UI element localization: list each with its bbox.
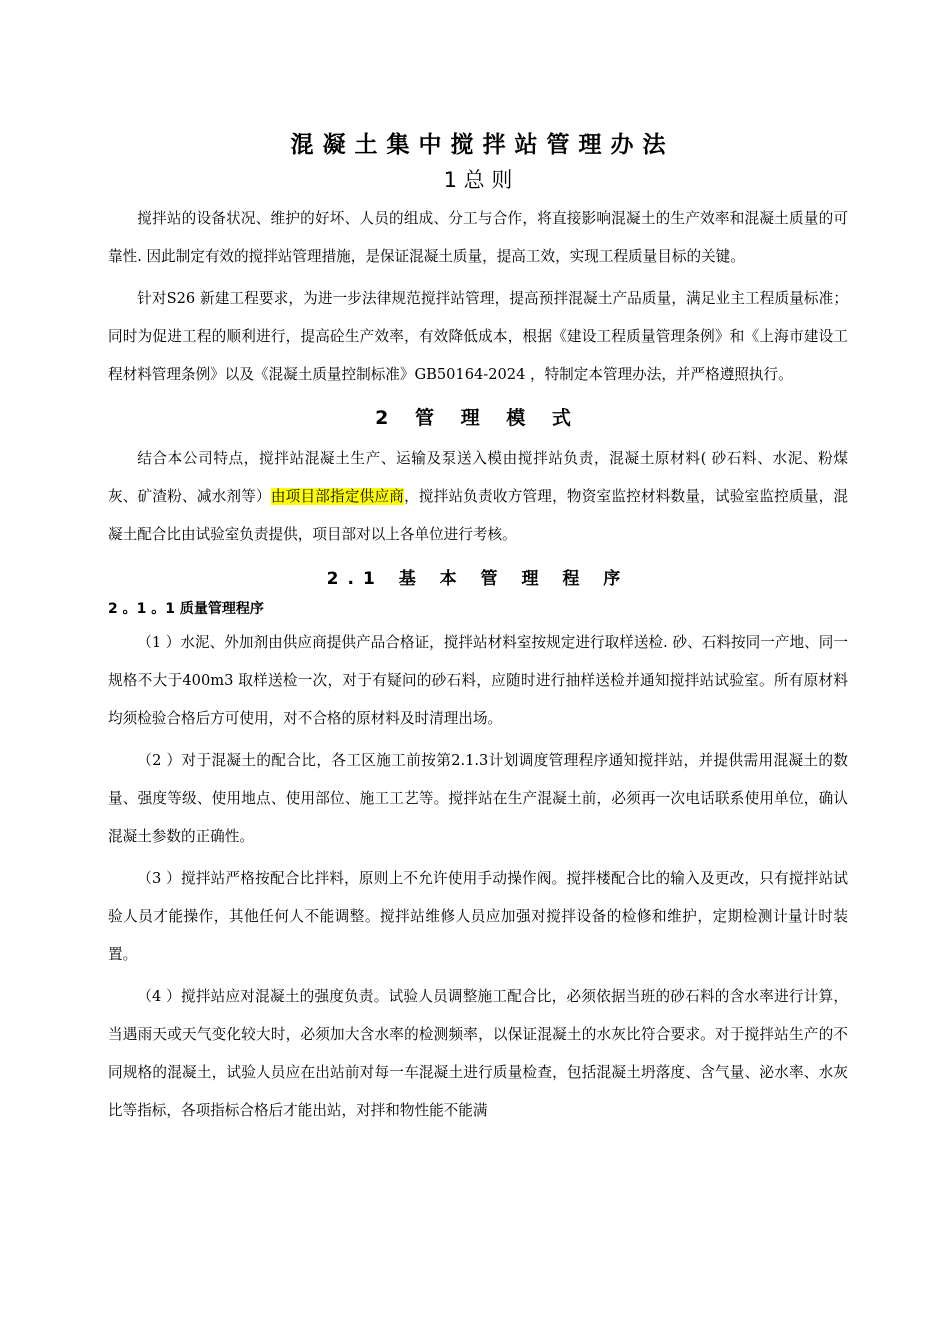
document-title: 混凝土集中搅拌站管理办法 bbox=[290, 132, 675, 158]
section-1-paragraph-2: 针对S26 新建工程要求，为进一步法律规范搅拌站管理，提高预拌混凝土产品质量，满足业主工程质量标准；同时为促进工程的顺利进行，提高砼生产效率，有效降低成本，根据《建设工程质量管理条例》和《上海市建设工程材料管理条例》以及《混凝土质量控制标准》GB50164-2024 ，特制定本管理办法，并严格遵照执行。 bbox=[108, 290, 848, 383]
list-item-3: （3 ）搅拌站严格按配合比拌料，原则上不允许使用手动操作阀。搅拌楼配合比的输入及更改，只有搅拌站试验人员才能操作，其他任何人不能调整。搅拌站维修人员应加强对搅拌设备的检修和维护，定期检测计量计时装置。 bbox=[108, 870, 848, 963]
section-2-text-before: 结合本公司特点，搅拌站混凝土生产、运输及泵送入模由搅拌站负责，混凝土原材料( 砂石料、水泥、粉煤灰、矿渣粉、减水剂等） bbox=[108, 450, 848, 505]
list-item-2: （2 ）对于混凝土的配合比，各工区施工前按第2.1.3计划调度管理程序通知搅拌站，并提供需用混凝土的数量、强度等级、使用地点、使用部位、施工工艺等。搅拌站在生产混凝土前，必须再一次电话联系使用单位，确认混凝土参数的正确性。 bbox=[108, 752, 848, 845]
document-page bbox=[108, 128, 848, 1134]
section-2-1-heading: 2.1 基 本 管 理 程 序 bbox=[326, 569, 630, 589]
section-2-1-1-heading: 2 。1 。1 质量管理程序 bbox=[108, 601, 264, 617]
section-2-text-after: ，搅拌站负责收方管理，物资室监控材料数量，试验室监控质量，混凝土配合比由试验室负责提供，项目部对以上各单位进行考核。 bbox=[108, 488, 848, 543]
section-1-heading: 1 总 则 bbox=[443, 168, 513, 192]
section-2-heading: 2 管 理 模 式 bbox=[375, 407, 581, 429]
section-1-paragraph-1: 搅拌站的设备状况、维护的好坏、人员的组成、分工与合作，将直接影响混凝土的生产效率和混凝土质量的可靠性. 因此制定有效的搅拌站管理措施，是保证混凝土质量，提高工效，实现工程质量目标的关键。 bbox=[108, 210, 848, 265]
highlighted-text: 由项目部指定供应商 bbox=[270, 488, 405, 505]
list-item-1: （1 ）水泥、外加剂由供应商提供产品合格证，搅拌站材料室按规定进行取样送检. 砂、石料按同一产地、同一规格不大于400m3 取样送检一次，对于有疑问的砂石料，应随时进行抽样送检并通知搅拌站试验室。所有原材料均须检验合格后方可使用，对不合格的原材料及时清理出场。 bbox=[108, 634, 848, 727]
section-2-paragraph bbox=[108, 440, 848, 554]
list-item-4: （4 ）搅拌站应对混凝土的强度负责。试验人员调整施工配合比，必须依据当班的砂石料的含水率进行计算，当遇雨天或天气变化较大时，必须加大含水率的检测频率，以保证混凝土的水灰比符合要求。对于搅拌站生产的不同规格的混凝土，试验人员应在出站前对每一车混凝土进行质量检查，包括混凝土坍落度、含气量、泌水率、水灰比等指标，各项指标合格后才能出站，对拌和物性能不能满 bbox=[108, 988, 848, 1119]
